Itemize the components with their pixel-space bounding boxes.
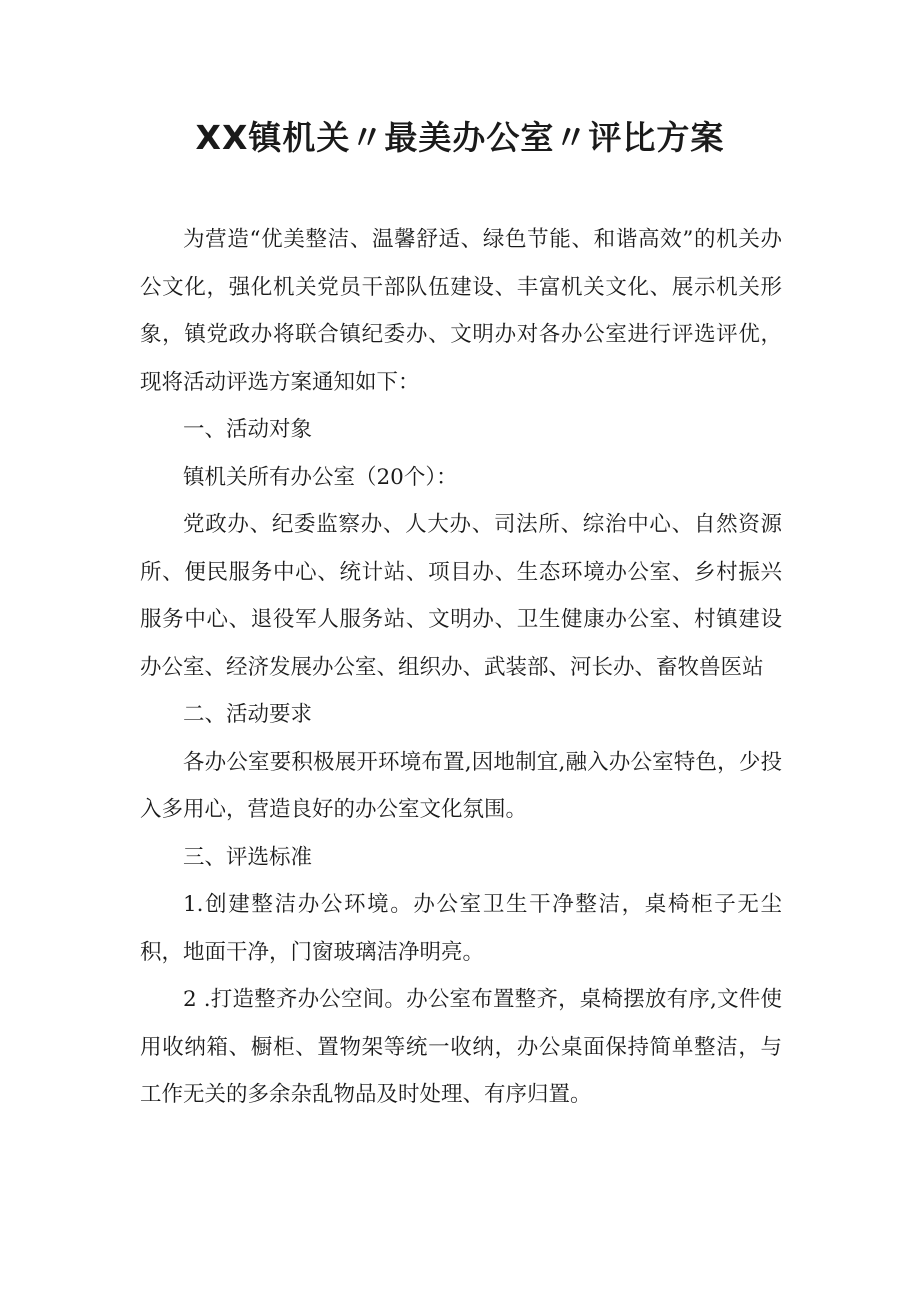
criterion-2-paragraph: 2 .打造整齐办公空间。办公室布置整齐，桌椅摆放有序,文件使用收纳箱、橱柜、置物架等统一收纳，办公桌面保持简单整洁，与工作无关的多余杂乱物品及时处理、有序归置。 bbox=[140, 987, 782, 1107]
section-heading-activity-requirements: 二、活动要求 bbox=[183, 702, 313, 727]
section-heading-criteria: 三、评选标准 bbox=[183, 844, 313, 870]
section-heading-activity-target: 一、活动对象 bbox=[183, 417, 313, 442]
criterion-1-paragraph: 1.创建整洁办公环境。办公室卫生干净整洁，桌椅柜子无尘积，地面干净，门窗玻璃洁净明亮。 bbox=[140, 892, 782, 965]
office-list-paragraph: 党政办、纪委监察办、人大办、司法所、综治中心、自然资源所、便民服务中心、统计站、项目办、生态环境办公室、乡村振兴服务中心、退役军人服务站、文明办、卫生健康办公室、村镇建设办公室、经济发展办公室、组织办、武装部、河长办、畜牧兽医站 bbox=[140, 512, 782, 680]
intro-paragraph: 为营造“优美整洁、温馨舒适、绿色节能、和谐高效”的机关办公文化，强化机关党员干部队伍建设、丰富机关文化、展示机关形象，镇党政办将联合镇纪委办、文明办对各办公室进行评选评优，现将活动评选方案通知如下： bbox=[140, 227, 782, 395]
document-body bbox=[140, 216, 782, 1119]
document-title: XX镇机关〃最美办公室〃评比方案 bbox=[195, 118, 725, 157]
office-count-line: 镇机关所有办公室（20个）： bbox=[183, 464, 458, 490]
requirements-paragraph: 各办公室要积极展开环境布置,因地制宜,融入办公室特色，少投入多用心，营造良好的办公室文化氛围。 bbox=[140, 749, 782, 822]
